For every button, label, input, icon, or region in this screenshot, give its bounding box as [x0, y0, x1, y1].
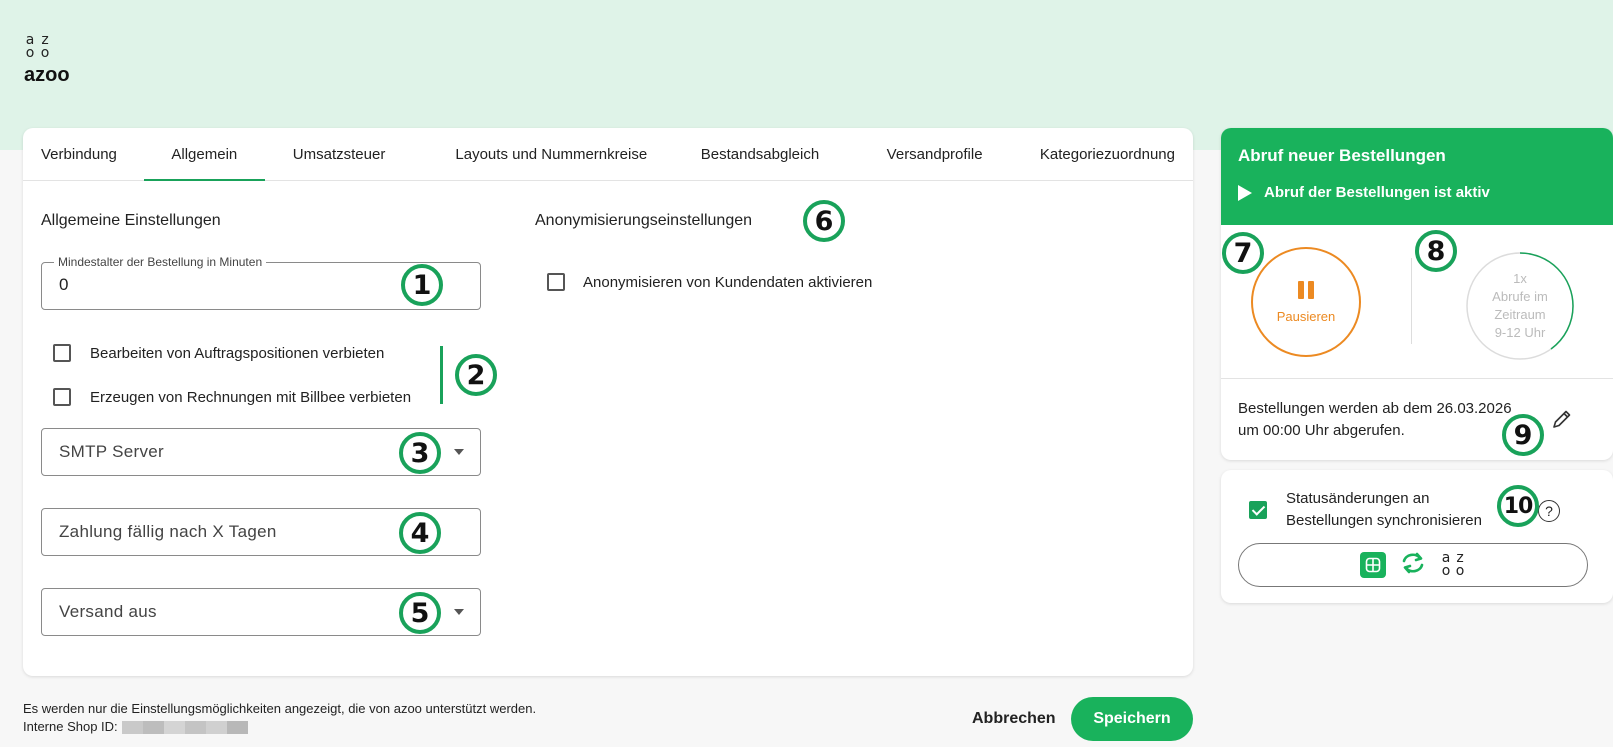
forbid-invoices-checkbox[interactable]	[53, 388, 71, 406]
annotation-bar	[440, 346, 443, 404]
footer-note	[23, 700, 536, 736]
order-fetch-title: Abruf neuer Bestellungen	[1238, 146, 1446, 165]
annotation-badge-8: 8	[1415, 230, 1457, 272]
tab-layouts[interactable]: Layouts und Nummernkreise	[455, 145, 648, 163]
play-icon	[1238, 185, 1252, 201]
order-fetch-status	[1238, 184, 1596, 201]
sync-arrows-icon	[1400, 551, 1426, 580]
billbee-icon	[1360, 552, 1386, 578]
fetch-start-text: Bestellungen werden ab dem 26.03.2026 um 00:00 Uhr abgerufen.	[1238, 400, 1512, 439]
azoo-logo	[24, 34, 70, 87]
footer-note-text: Es werden nur die Einstellungsmöglichkeiten angezeigt, die von azoo unterstützt werden.	[23, 701, 537, 716]
help-icon[interactable]: ?	[1538, 500, 1560, 522]
pencil-icon[interactable]	[1551, 408, 1573, 435]
tab-kategoriezuordnung[interactable]: Kategoriezuordnung	[1039, 145, 1175, 163]
shop-id-row	[23, 718, 536, 736]
sync-status-checkbox[interactable]	[1249, 501, 1267, 519]
forbid-invoices-label: Erzeugen von Rechnungen mit Billbee verbieten	[90, 389, 412, 406]
general-settings-title: Allgemeine Einstellungen	[41, 212, 221, 229]
annotation-badge-2: 2	[455, 354, 497, 396]
chevron-down-icon	[454, 609, 464, 615]
tab-umsatzsteuer[interactable]: Umsatzsteuer	[292, 145, 386, 163]
annotation-badge-3: 3	[399, 432, 441, 474]
payment-due-placeholder: Zahlung fällig nach X Tagen	[59, 522, 277, 541]
order-fetch-header	[1221, 128, 1613, 225]
order-fetch-card	[1221, 128, 1613, 460]
min-age-value: 0	[59, 275, 69, 294]
logo-glyph-char: a	[25, 32, 35, 48]
annotation-badge-5: 5	[399, 592, 441, 634]
anonymization-title: Anonymisierungseinstellungen	[535, 212, 753, 229]
logo-glyph-char: o	[40, 45, 50, 61]
pause-icon	[1298, 281, 1314, 299]
fetch-rate-count: 1x	[1513, 271, 1527, 286]
redacted-shop-id	[122, 721, 248, 734]
fetch-rate-gauge	[1465, 251, 1575, 361]
shop-id-label: Interne Shop ID:	[23, 719, 118, 734]
settings-card	[23, 128, 1193, 676]
azoo-icon: a z o o	[1441, 550, 1465, 579]
smtp-server-placeholder: SMTP Server	[59, 442, 165, 461]
anonymize-label: Anonymisieren von Kundendaten aktivieren	[583, 274, 873, 291]
fetch-rate-text	[1465, 251, 1575, 361]
tab-bar	[23, 128, 1193, 181]
fetch-rate-line: 9-12 Uhr	[1494, 325, 1546, 340]
annotation-badge-6: 6	[803, 200, 845, 242]
anonymize-checkbox[interactable]	[547, 273, 565, 291]
logo-text: azoo	[24, 64, 70, 86]
annotation-badge-9: 9	[1502, 414, 1544, 456]
forbid-edit-positions-checkbox[interactable]	[53, 344, 71, 362]
divider	[1221, 378, 1613, 379]
min-age-label: Mindestalter der Bestellung in Minuten	[54, 255, 266, 269]
tab-versandprofile[interactable]: Versandprofile	[886, 145, 983, 163]
fetch-rate-line: Zeitraum	[1494, 307, 1546, 322]
logo-glyph-char: o	[25, 45, 35, 61]
chevron-down-icon	[454, 449, 464, 455]
forbid-edit-positions-label: Bearbeiten von Auftragspositionen verbieten	[90, 345, 385, 362]
fetch-rate-line: Abrufe im	[1492, 289, 1548, 304]
annotation-badge-4: 4	[399, 512, 441, 554]
sync-status-label: Statusänderungen an Bestellungen synchronisieren	[1286, 490, 1482, 529]
save-button[interactable]: Speichern	[1071, 697, 1193, 741]
pause-label: Pausieren	[1276, 308, 1336, 324]
cancel-button[interactable]: Abbrechen	[972, 710, 1056, 727]
divider	[1411, 258, 1412, 344]
tab-bestandsabgleich[interactable]: Bestandsabgleich	[700, 145, 820, 163]
tab-allgemein[interactable]: Allgemein	[144, 128, 265, 180]
sync-card	[1221, 470, 1613, 603]
sync-connection-button[interactable]	[1238, 543, 1588, 587]
annotation-badge-1: 1	[401, 264, 443, 306]
logo-glyph-char: z	[41, 32, 49, 48]
pause-button[interactable]	[1251, 247, 1361, 357]
annotation-badge-10: 10	[1497, 485, 1539, 527]
azoo-logo-glyph	[24, 34, 70, 60]
tab-verbindung[interactable]: Verbindung	[41, 145, 117, 163]
order-fetch-status-text: Abruf der Bestellungen ist aktiv	[1264, 184, 1490, 201]
annotation-badge-7: 7	[1222, 232, 1264, 274]
shipping-from-placeholder: Versand aus	[59, 602, 157, 621]
